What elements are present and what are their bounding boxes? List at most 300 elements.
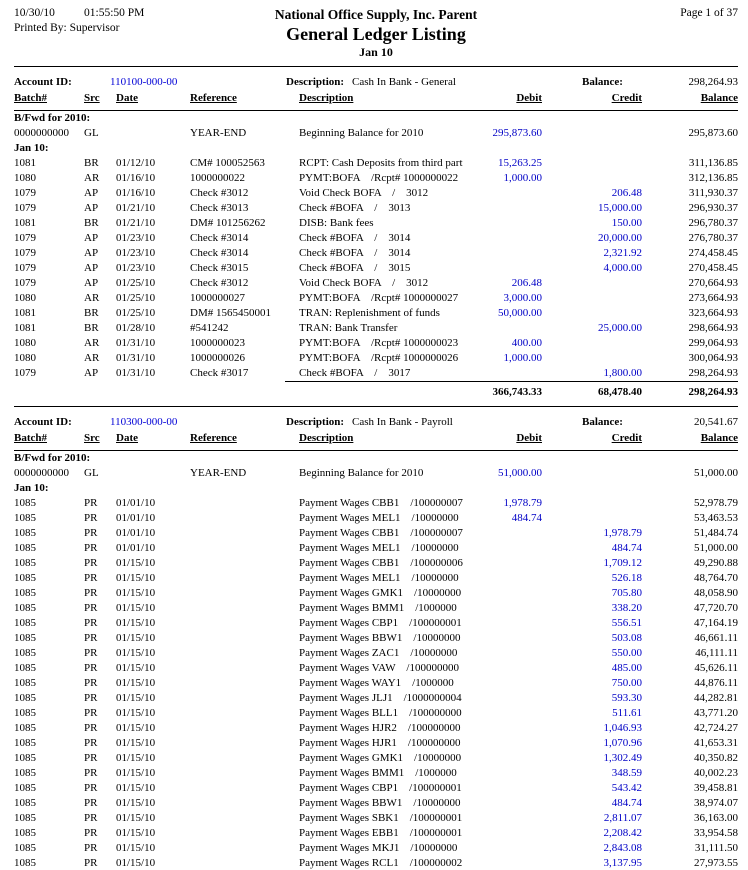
cell-credit[interactable]: 705.80 xyxy=(611,587,642,599)
ledger-row xyxy=(14,796,738,811)
cell-debit[interactable]: 1,000.00 xyxy=(503,352,542,364)
cell-date: 01/15/10 xyxy=(116,692,156,704)
cell-credit[interactable]: 2,321.92 xyxy=(603,247,642,259)
cell-date: 01/15/10 xyxy=(116,842,156,854)
cell-credit[interactable]: 20,000.00 xyxy=(598,232,642,244)
cell-credit[interactable]: 484.74 xyxy=(611,797,642,809)
cell-credit[interactable]: 3,137.95 xyxy=(603,857,642,869)
cell-src: PR xyxy=(84,542,98,554)
cell-description: Payment Wages RCL1 /100000002 xyxy=(299,857,463,869)
cell-balance: 40,002.23 xyxy=(694,767,738,779)
cell-reference xyxy=(178,676,285,691)
cell-credit[interactable]: 526.18 xyxy=(611,572,642,584)
cell-credit[interactable]: 338.20 xyxy=(611,602,642,614)
cell-description: Payment Wages BBW1 /10000000 xyxy=(299,797,461,809)
cell-credit xyxy=(542,496,642,511)
cell-credit[interactable]: 1,046.93 xyxy=(603,722,642,734)
cell-balance: 51,000.00 xyxy=(694,542,738,554)
account-description-value: Cash In Bank - General xyxy=(352,76,456,88)
cell-reference: DM# 1565450001 xyxy=(190,307,271,319)
cell-reference xyxy=(178,751,285,766)
cell-date xyxy=(116,126,178,141)
cell-src: AR xyxy=(84,352,100,364)
cell-reference: 1000000023 xyxy=(190,337,245,349)
cell-description: PYMT:BOFA /Rcpt# 1000000027 xyxy=(299,292,459,304)
cell-src: PR xyxy=(84,707,98,719)
cell-balance: 33,954.58 xyxy=(694,827,738,839)
cell-credit[interactable]: 2,843.08 xyxy=(603,842,642,854)
ledger-row xyxy=(14,751,738,766)
cell-debit[interactable]: 1,000.00 xyxy=(503,172,542,184)
cell-debit[interactable]: 1,978.79 xyxy=(503,497,542,509)
cell-batch: 0000000000 xyxy=(14,127,69,139)
cell-description: DISB: Bank fees xyxy=(299,217,374,229)
cell-debit[interactable]: 50,000.00 xyxy=(498,307,542,319)
cell-reference xyxy=(178,646,285,661)
col-balance: Balance xyxy=(700,92,738,104)
cell-balance: 43,771.20 xyxy=(694,707,738,719)
cell-src: PR xyxy=(84,767,98,779)
cell-date: 01/23/10 xyxy=(116,247,156,259)
print-info xyxy=(14,6,204,36)
cell-debit xyxy=(472,661,542,676)
cell-debit xyxy=(472,841,542,856)
account-balance-value: 298,264.93 xyxy=(688,76,738,88)
ledger-row xyxy=(14,601,738,616)
ledger-row xyxy=(14,321,738,336)
cell-balance: 300,064.93 xyxy=(688,352,738,364)
cell-date: 01/01/10 xyxy=(116,512,156,524)
cell-description: Payment Wages HJR2 /100000000 xyxy=(299,722,461,734)
cell-date: 01/31/10 xyxy=(116,352,156,364)
cell-description: PYMT:BOFA /Rcpt# 1000000023 xyxy=(299,337,459,349)
cell-date: 01/15/10 xyxy=(116,572,156,584)
cell-balance: 38,974.07 xyxy=(694,797,738,809)
cell-credit xyxy=(542,126,642,141)
cell-date: 01/01/10 xyxy=(116,527,156,539)
column-headers xyxy=(14,431,738,451)
ledger-row xyxy=(14,631,738,646)
cell-credit[interactable]: 1,709.12 xyxy=(603,557,642,569)
cell-batch: 1079 xyxy=(14,277,36,289)
cell-src: AP xyxy=(84,247,99,259)
cell-batch: 1085 xyxy=(14,707,36,719)
account-header xyxy=(14,75,738,90)
cell-description: Payment Wages BLL1 /100000000 xyxy=(299,707,462,719)
col-src: Src xyxy=(84,432,100,444)
ledger-row xyxy=(14,231,738,246)
cell-credit[interactable]: 1,978.79 xyxy=(603,527,642,539)
cell-reference: 1000000027 xyxy=(190,292,245,304)
cell-description: Payment Wages BBW1 /10000000 xyxy=(299,632,461,644)
cell-description: TRAN: Replenishment of funds xyxy=(299,307,440,319)
cell-batch: 1085 xyxy=(14,557,36,569)
col-date: Date xyxy=(116,92,138,104)
cell-reference xyxy=(178,601,285,616)
report-title-block xyxy=(204,6,548,60)
cell-balance: 45,626.11 xyxy=(694,662,738,674)
ledger-row xyxy=(14,306,738,321)
cell-debit xyxy=(472,201,542,216)
cell-src: BR xyxy=(84,322,99,334)
ledger-row xyxy=(14,736,738,751)
cell-batch: 1085 xyxy=(14,722,36,734)
col-credit: Credit xyxy=(611,432,642,444)
ledger-row xyxy=(14,856,738,870)
ledger-row xyxy=(14,246,738,261)
cell-date xyxy=(116,466,178,481)
cell-credit[interactable]: 2,208.42 xyxy=(603,827,642,839)
cell-debit[interactable]: 400.00 xyxy=(511,337,542,349)
cell-batch: 1085 xyxy=(14,782,36,794)
cell-date: 01/25/10 xyxy=(116,277,156,289)
cell-batch: 1081 xyxy=(14,157,36,169)
cell-description: Payment Wages ZAC1 /10000000 xyxy=(299,647,458,659)
cell-batch: 1085 xyxy=(14,797,36,809)
cell-credit[interactable]: 550.00 xyxy=(611,647,642,659)
cell-reference: CM# 100052563 xyxy=(190,157,265,169)
ledger-row xyxy=(14,261,738,276)
cell-batch: 1079 xyxy=(14,247,36,259)
cell-reference xyxy=(178,661,285,676)
cell-balance: 46,661.11 xyxy=(694,632,738,644)
cell-reference xyxy=(178,691,285,706)
cell-reference xyxy=(178,796,285,811)
ledger-row xyxy=(14,336,738,351)
cell-reference xyxy=(178,631,285,646)
cell-src: PR xyxy=(84,602,98,614)
cell-date: 01/31/10 xyxy=(116,337,156,349)
ledger-row xyxy=(14,571,738,586)
cell-date: 01/15/10 xyxy=(116,722,156,734)
cell-src: PR xyxy=(84,497,98,509)
cell-credit xyxy=(542,276,642,291)
cell-src: PR xyxy=(84,572,98,584)
cell-credit xyxy=(542,351,642,366)
cell-description: Payment Wages CBB1 /100000006 xyxy=(299,557,463,569)
cell-src: PR xyxy=(84,647,98,659)
cell-batch: 1085 xyxy=(14,827,36,839)
cell-credit[interactable]: 593.30 xyxy=(611,692,642,704)
cell-debit xyxy=(472,631,542,646)
cell-batch: 0000000000 xyxy=(14,467,69,479)
cell-debit[interactable]: 484.74 xyxy=(511,512,542,524)
cell-balance: 44,876.11 xyxy=(694,677,738,689)
cell-balance: 48,058.90 xyxy=(694,587,738,599)
cell-src: PR xyxy=(84,587,98,599)
cell-description: Payment Wages GMK1 /10000000 xyxy=(299,752,462,764)
cell-src: BR xyxy=(84,217,99,229)
cell-reference: Check #3015 xyxy=(190,262,249,274)
cell-debit xyxy=(472,556,542,571)
cell-batch: 1085 xyxy=(14,737,36,749)
cell-batch: 1080 xyxy=(14,337,36,349)
cell-batch: 1081 xyxy=(14,307,36,319)
cell-debit xyxy=(472,766,542,781)
cell-debit xyxy=(472,736,542,751)
total-debit: 366,743.33 xyxy=(492,386,542,398)
group-label: Jan 10: xyxy=(14,142,49,154)
section-rule xyxy=(14,406,738,407)
cell-reference xyxy=(178,586,285,601)
cell-src: PR xyxy=(84,812,98,824)
page-header xyxy=(14,6,738,60)
group-label: Jan 10: xyxy=(14,482,49,494)
cell-credit[interactable]: 1,800.00 xyxy=(603,367,642,379)
account-id-label: Account ID: xyxy=(14,76,72,88)
header-rule xyxy=(14,66,738,67)
cell-balance: 311,930.37 xyxy=(688,187,738,199)
cell-reference xyxy=(178,826,285,841)
cell-credit[interactable]: 15,000.00 xyxy=(598,202,642,214)
cell-batch: 1079 xyxy=(14,262,36,274)
cell-credit[interactable]: 25,000.00 xyxy=(598,322,642,334)
cell-date: 01/12/10 xyxy=(116,157,156,169)
cell-credit xyxy=(542,291,642,306)
account-description xyxy=(286,415,582,430)
cell-balance: 40,350.82 xyxy=(694,752,738,764)
cell-src: PR xyxy=(84,782,98,794)
cell-src: AP xyxy=(84,277,99,289)
cell-batch: 1085 xyxy=(14,752,36,764)
cell-balance: 42,724.27 xyxy=(694,722,738,734)
cell-batch: 1080 xyxy=(14,172,36,184)
cell-date: 01/23/10 xyxy=(116,232,156,244)
account-balance-value: 20,541.67 xyxy=(694,416,738,428)
cell-reference: YEAR-END xyxy=(190,127,247,139)
cell-description: Check #BOFA / 3014 xyxy=(299,232,411,244)
cell-src: AR xyxy=(84,292,100,304)
ledger-row xyxy=(14,841,738,856)
cell-balance: 52,978.79 xyxy=(694,497,738,509)
cell-credit xyxy=(542,511,642,526)
cell-date: 01/15/10 xyxy=(116,707,156,719)
ledger-row xyxy=(14,646,738,661)
cell-description: Payment Wages BMM1 /1000000 xyxy=(299,767,457,779)
cell-debit xyxy=(472,541,542,556)
cell-credit[interactable]: 503.08 xyxy=(611,632,642,644)
cell-src: PR xyxy=(84,797,98,809)
cell-reference xyxy=(178,721,285,736)
account-description-value: Cash In Bank - Payroll xyxy=(352,416,453,428)
cell-credit[interactable]: 485.00 xyxy=(611,662,642,674)
cell-credit xyxy=(542,306,642,321)
cell-reference xyxy=(178,736,285,751)
cell-balance: 49,290.88 xyxy=(694,557,738,569)
cell-batch: 1079 xyxy=(14,232,36,244)
cell-credit[interactable]: 1,070.96 xyxy=(603,737,642,749)
cell-src: PR xyxy=(84,677,98,689)
cell-date: 01/15/10 xyxy=(116,782,156,794)
cell-balance: 44,282.81 xyxy=(694,692,738,704)
cell-reference xyxy=(178,526,285,541)
cell-src: BR xyxy=(84,307,99,319)
ledger-row xyxy=(14,826,738,841)
cell-batch: 1085 xyxy=(14,602,36,614)
cell-debit xyxy=(472,796,542,811)
cell-balance: 276,780.37 xyxy=(688,232,738,244)
cell-description: PYMT:BOFA /Rcpt# 1000000026 xyxy=(299,352,459,364)
description-label: Description: xyxy=(286,76,345,88)
totals-block xyxy=(14,381,738,407)
cell-batch: 1081 xyxy=(14,217,36,229)
cell-src: PR xyxy=(84,632,98,644)
cell-batch: 1085 xyxy=(14,632,36,644)
cell-date: 01/31/10 xyxy=(116,367,156,379)
cell-credit[interactable]: 750.00 xyxy=(611,677,642,689)
cell-date: 01/15/10 xyxy=(116,827,156,839)
report-title: General Ledger Listing xyxy=(286,24,466,44)
cell-credit[interactable]: 4,000.00 xyxy=(603,262,642,274)
cell-batch: 1085 xyxy=(14,767,36,779)
cell-debit[interactable]: 295,873.60 xyxy=(492,127,542,139)
cell-credit[interactable]: 206.48 xyxy=(611,187,642,199)
cell-description: Beginning Balance for 2010 xyxy=(299,467,424,479)
cell-src: PR xyxy=(84,512,98,524)
cell-description: Check #BOFA / 3015 xyxy=(299,262,411,274)
cell-src: AP xyxy=(84,367,99,379)
cell-credit[interactable]: 348.59 xyxy=(611,767,642,779)
cell-src: PR xyxy=(84,557,98,569)
cell-debit xyxy=(472,781,542,796)
cell-batch: 1085 xyxy=(14,647,36,659)
cell-description: Payment Wages HJR1 /100000000 xyxy=(299,737,461,749)
cell-src: PR xyxy=(84,662,98,674)
cell-date: 01/15/10 xyxy=(116,662,156,674)
cell-date: 01/01/10 xyxy=(116,497,156,509)
cell-date: 01/15/10 xyxy=(116,587,156,599)
cell-src: PR xyxy=(84,527,98,539)
totals-spacer xyxy=(14,385,472,404)
cell-batch: 1079 xyxy=(14,367,36,379)
cell-description: RCPT: Cash Deposits from third part xyxy=(299,157,463,169)
cell-description: Payment Wages MKJ1 /10000000 xyxy=(299,842,458,854)
cell-batch: 1085 xyxy=(14,527,36,539)
cell-description: Payment Wages CBP1 /100000001 xyxy=(299,617,462,629)
report-date: 10/30/10 xyxy=(14,7,55,19)
cell-debit[interactable]: 3,000.00 xyxy=(503,292,542,304)
cell-src: PR xyxy=(84,692,98,704)
cell-date: 01/01/10 xyxy=(116,542,156,554)
cell-balance: 270,664.93 xyxy=(688,277,738,289)
total-credit: 68,478.40 xyxy=(598,386,642,398)
cell-credit[interactable]: 1,302.49 xyxy=(603,752,642,764)
cell-batch: 1085 xyxy=(14,572,36,584)
cell-credit[interactable]: 484.74 xyxy=(611,542,642,554)
cell-src: PR xyxy=(84,842,98,854)
cell-credit[interactable]: 511.61 xyxy=(612,707,642,719)
cell-credit[interactable]: 556.51 xyxy=(611,617,642,629)
cell-balance: 31,111.50 xyxy=(694,842,738,854)
ledger-row xyxy=(14,351,738,366)
ledger-row xyxy=(14,616,738,631)
cell-batch: 1079 xyxy=(14,202,36,214)
col-src: Src xyxy=(84,92,100,104)
cell-balance: 298,664.93 xyxy=(688,322,738,334)
cell-reference: Check #3012 xyxy=(190,187,249,199)
cell-debit xyxy=(472,261,542,276)
accounts-container xyxy=(14,75,738,870)
cell-balance: 51,000.00 xyxy=(694,467,738,479)
ledger-row xyxy=(14,216,738,231)
cell-balance: 41,653.31 xyxy=(694,737,738,749)
page-number: Page 1 of 37 xyxy=(680,7,738,19)
ledger-row xyxy=(14,706,738,721)
cell-debit[interactable]: 15,263.25 xyxy=(498,157,542,169)
cell-reference xyxy=(178,781,285,796)
cell-date: 01/15/10 xyxy=(116,797,156,809)
cell-date: 01/16/10 xyxy=(116,187,156,199)
account-id-value[interactable]: 110100-000-00 xyxy=(110,76,178,88)
cell-description: Payment Wages WAY1 /1000000 xyxy=(299,677,454,689)
ledger-row xyxy=(14,291,738,306)
cell-src: AR xyxy=(84,172,100,184)
account-section xyxy=(14,75,738,407)
printed-by: Printed By: Supervisor xyxy=(14,22,120,34)
cell-balance: 296,780.37 xyxy=(688,217,738,229)
cell-debit xyxy=(472,366,542,381)
cell-debit xyxy=(472,231,542,246)
cell-batch: 1081 xyxy=(14,322,36,334)
cell-description: Payment Wages MEL1 /10000000 xyxy=(299,512,459,524)
cell-description: Check #BOFA / 3014 xyxy=(299,247,411,259)
cell-debit[interactable]: 206.48 xyxy=(511,277,542,289)
ledger-row xyxy=(14,721,738,736)
cell-debit xyxy=(472,601,542,616)
ledger-row xyxy=(14,586,738,601)
cell-credit[interactable]: 2,811.07 xyxy=(603,812,642,824)
cell-credit[interactable]: 543.42 xyxy=(611,782,642,794)
cell-reference xyxy=(178,811,285,826)
cell-description: Payment Wages CBB1 /100000007 xyxy=(299,497,463,509)
cell-credit[interactable]: 150.00 xyxy=(611,217,642,229)
cell-balance: 323,664.93 xyxy=(688,307,738,319)
cell-balance: 296,930.37 xyxy=(688,202,738,214)
ledger-row xyxy=(14,811,738,826)
cell-debit xyxy=(472,646,542,661)
cell-debit xyxy=(472,721,542,736)
cell-balance: 53,463.53 xyxy=(694,512,738,524)
account-id-value[interactable]: 110300-000-00 xyxy=(110,416,178,428)
cell-debit[interactable]: 51,000.00 xyxy=(498,467,542,479)
report-period: Jan 10 xyxy=(359,45,393,59)
ledger-row xyxy=(14,466,738,481)
cell-balance: 274,458.45 xyxy=(688,247,738,259)
account-section xyxy=(14,415,738,870)
print-datetime xyxy=(14,6,204,21)
cell-batch: 1080 xyxy=(14,292,36,304)
col-reference: Reference xyxy=(190,432,237,444)
cell-balance: 295,873.60 xyxy=(688,127,738,139)
balance-label: Balance: xyxy=(582,76,623,88)
cell-reference xyxy=(178,856,285,870)
cell-balance: 299,064.93 xyxy=(688,337,738,349)
cell-description: Payment Wages MEL1 /10000000 xyxy=(299,542,459,554)
ledger-row xyxy=(14,661,738,676)
cell-src: PR xyxy=(84,722,98,734)
cell-reference: DM# 101256262 xyxy=(190,217,266,229)
balance-label: Balance: xyxy=(582,416,623,428)
cell-debit xyxy=(472,751,542,766)
cell-date: 01/15/10 xyxy=(116,647,156,659)
ledger-rows xyxy=(14,111,738,381)
cell-reference xyxy=(178,496,285,511)
cell-date: 01/23/10 xyxy=(116,262,156,274)
cell-src: AP xyxy=(84,187,99,199)
cell-src: PR xyxy=(84,827,98,839)
account-description xyxy=(286,75,582,90)
cell-reference xyxy=(178,511,285,526)
